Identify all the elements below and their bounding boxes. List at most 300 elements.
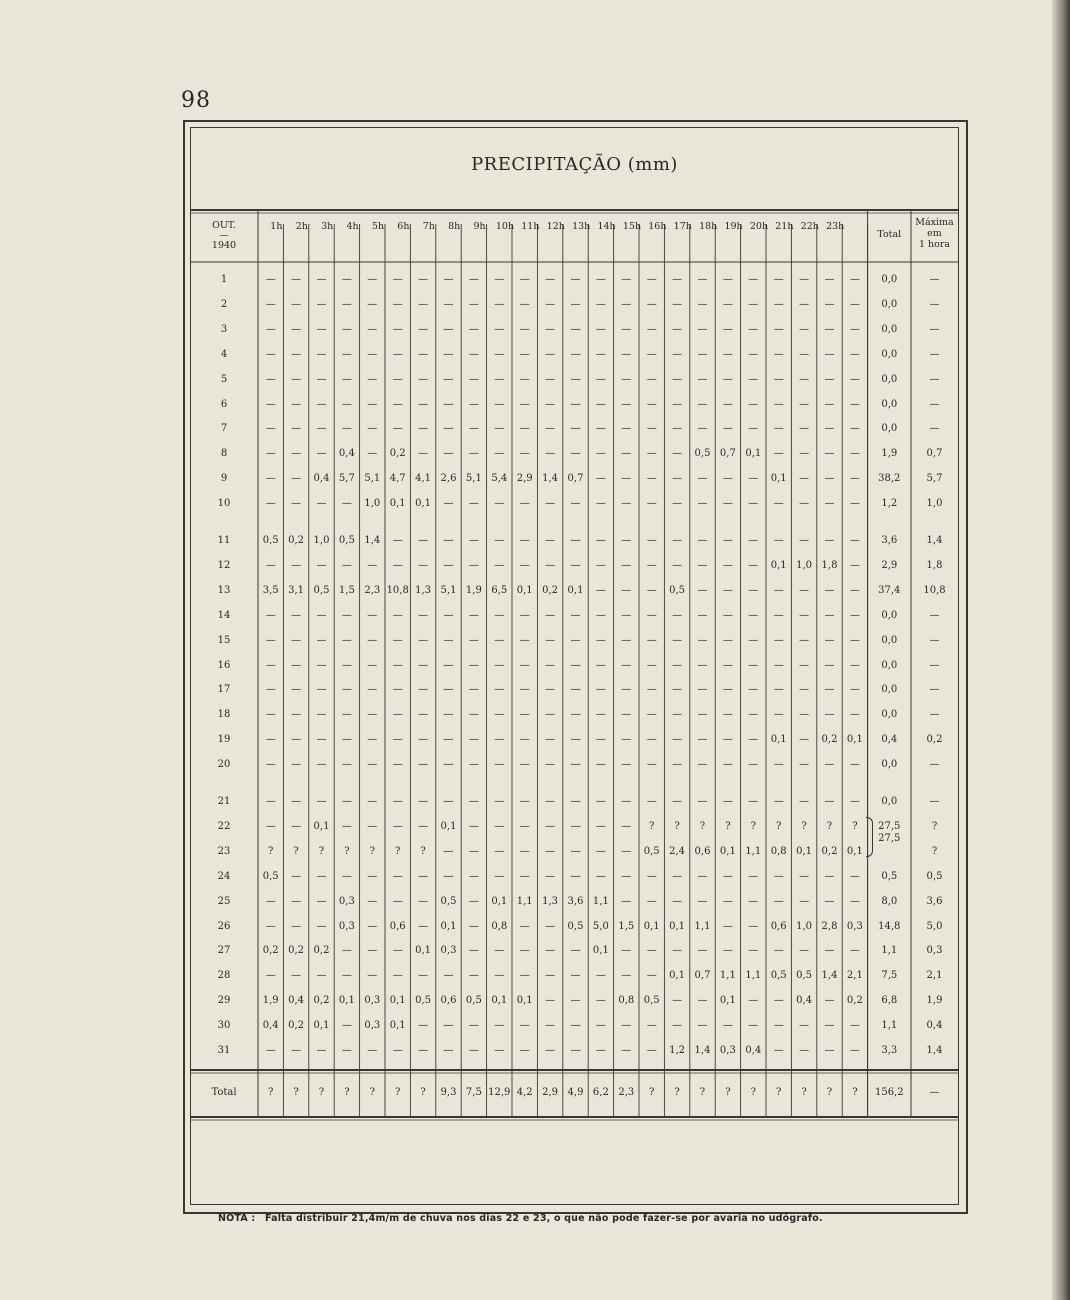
hour-cell: 0,2 (262, 945, 279, 957)
hour-cell: — (773, 684, 784, 696)
hour-cell: — (316, 734, 327, 746)
hour-cell: — (748, 734, 759, 746)
hour-cell: — (824, 398, 835, 410)
hour-cell: — (595, 995, 606, 1007)
hour-cell: 5,1 (465, 473, 482, 485)
hour-cell: — (291, 559, 302, 571)
hour-cell: — (392, 734, 403, 746)
hour-cell: — (494, 945, 505, 957)
hour-cell: — (468, 920, 479, 932)
hour-cell: — (799, 895, 810, 907)
hour-cell: 0,5 (669, 584, 686, 596)
hour-cell: — (646, 274, 657, 285)
row-max-hourly: 5,7 (926, 473, 943, 485)
row-total: 0,0 (881, 796, 898, 807)
hour-cell-last: — (849, 559, 860, 571)
hour-cell: — (545, 945, 556, 957)
hour-cell: — (316, 659, 327, 671)
hour-cell: — (265, 920, 276, 932)
row-day-label: 23 (217, 845, 231, 857)
hour-cell: — (367, 559, 378, 571)
hour-cell: — (519, 734, 530, 746)
hour-cell: — (443, 323, 454, 335)
hour-cell: — (672, 709, 683, 721)
row-day-label: 28 (217, 970, 231, 982)
hour-cell: — (595, 684, 606, 696)
hour-cell: — (595, 348, 606, 360)
hour-cell: — (722, 895, 733, 907)
hour-cell: — (748, 323, 759, 335)
hour-cell: — (367, 895, 378, 907)
hour-cell: — (824, 609, 835, 621)
hour-cell: — (316, 298, 327, 310)
row-total: 0,5 (881, 870, 898, 882)
hour-cell: — (265, 659, 276, 671)
hour-cell: — (672, 796, 683, 807)
hour-cell: — (265, 895, 276, 907)
hour-cell: — (494, 734, 505, 746)
hour-cell: 5,4 (491, 473, 508, 485)
hour-cell: — (418, 535, 429, 546)
hour-cell: 0,1 (389, 498, 406, 510)
hour-cell: — (468, 709, 479, 721)
hour-cell: — (621, 473, 632, 485)
hour-cell: — (392, 870, 403, 882)
hour-cell: — (773, 274, 784, 285)
hour-cell: — (748, 559, 759, 571)
hour-cell: — (316, 373, 327, 385)
row-max-hourly: ? (931, 845, 938, 857)
hour-cell: — (316, 498, 327, 510)
hour-cell: — (646, 634, 657, 646)
hour-cell: — (773, 759, 784, 771)
hour-cell: — (722, 709, 733, 721)
hour-cell: — (799, 498, 810, 510)
hour-cell: — (672, 398, 683, 410)
row-total: 38,2 (878, 473, 901, 485)
hour-cell: — (392, 423, 403, 435)
hour-cell: — (468, 970, 479, 982)
hour-cell: 0,8 (770, 845, 787, 857)
hour-cell: 0,1 (415, 498, 432, 510)
hour-cell: — (341, 659, 352, 671)
hour-cell: — (748, 373, 759, 385)
footnote-text: Falta distribuir 21,4m/m de chuva nos dias 22 e 23, o que não pode fazer-se por avaria no udógrafo. (264, 1213, 823, 1224)
hour-cell: 0,8 (618, 995, 635, 1007)
totals-hour-cell: 7,5 (465, 1086, 482, 1098)
row-day-label: 8 (220, 448, 228, 460)
hour-cell: — (392, 895, 403, 907)
hour-cell: — (418, 709, 429, 721)
hour-cell: — (595, 448, 606, 460)
page-edge-shadow (1052, 0, 1070, 1300)
hour-cell: 0,3 (338, 920, 355, 932)
hour-cell: — (291, 498, 302, 510)
hour-cell: — (316, 684, 327, 696)
hour-cell: — (367, 348, 378, 360)
hour-cell: — (570, 684, 581, 696)
hour-cell: — (316, 398, 327, 410)
hour-cell: 0,2 (288, 535, 305, 546)
hour-cell: 0,4 (313, 473, 330, 485)
hour-cell: — (570, 995, 581, 1007)
hour-cell: — (595, 820, 606, 832)
row-day-label: 17 (217, 684, 231, 696)
hour-cell: — (722, 535, 733, 546)
hour-cell: 1,0 (796, 920, 813, 932)
hour-cell: — (621, 584, 632, 596)
hour-cell: — (418, 634, 429, 646)
hour-cell: — (824, 995, 835, 1007)
row-day-label: 18 (217, 709, 231, 721)
hour-cell: — (748, 796, 759, 807)
hour-cell: 0,3 (440, 945, 457, 957)
hour-cell: — (697, 684, 708, 696)
row-day-label: 11 (217, 535, 231, 546)
hour-cell: — (494, 709, 505, 721)
hour-cell: — (722, 559, 733, 571)
header-total: Total (877, 229, 902, 240)
hour-cell: 0,6 (694, 845, 711, 857)
hour-cell-last: 0,3 (846, 920, 863, 932)
hour-cell: — (291, 448, 302, 460)
hour-cell: — (722, 423, 733, 435)
hour-cell: 5,0 (592, 920, 609, 932)
hour-cell: — (646, 373, 657, 385)
hour-cell-last: — (849, 1020, 860, 1032)
row-max-hourly: 0,4 (926, 1020, 943, 1032)
hour-cell-last: — (849, 659, 860, 671)
hour-cell: — (545, 659, 556, 671)
hour-cell: — (672, 323, 683, 335)
hour-cell: — (595, 298, 606, 310)
hour-cell: — (545, 448, 556, 460)
hour-cell: — (291, 274, 302, 285)
hour-cell: — (621, 820, 632, 832)
hour-cell: — (621, 498, 632, 510)
totals-hour-cell: 4,9 (567, 1086, 584, 1098)
hour-cell: — (468, 398, 479, 410)
hour-cell: 0,5 (643, 845, 660, 857)
hour-cell: — (799, 709, 810, 721)
hour-cell: 0,5 (440, 895, 457, 907)
hour-cell: — (595, 845, 606, 857)
hour-cell: — (595, 759, 606, 771)
hour-cell: — (748, 895, 759, 907)
hour-cell: 1,1 (694, 920, 711, 932)
row-max-hourly: — (929, 323, 940, 335)
hour-cell: — (570, 1045, 581, 1056)
hour-cell: — (570, 659, 581, 671)
hour-cell: — (773, 535, 784, 546)
hour-cell: — (646, 684, 657, 696)
totals-hour-cell: 9,3 (440, 1086, 457, 1098)
hour-cell: — (443, 298, 454, 310)
hour-cell: — (519, 945, 530, 957)
hour-cell: — (672, 535, 683, 546)
hour-cell: — (316, 920, 327, 932)
hour-cell: — (316, 559, 327, 571)
hour-cell: — (672, 473, 683, 485)
header-max-line2: em (927, 228, 942, 239)
hour-cell: — (265, 398, 276, 410)
hour-cell: — (824, 323, 835, 335)
hour-cell: ? (369, 845, 375, 857)
hour-cell: 1,1 (745, 845, 762, 857)
hour-cell: — (367, 709, 378, 721)
hour-cell: 0,3 (364, 1020, 381, 1032)
hour-cell: — (697, 298, 708, 310)
hour-cell: — (545, 498, 556, 510)
row-day-label: 31 (217, 1045, 231, 1056)
hour-cell: — (418, 759, 429, 771)
header-hour-17: 17h (673, 221, 692, 232)
hour-cell: — (265, 448, 276, 460)
hour-cell: — (494, 298, 505, 310)
hour-cell-last: ? (852, 820, 858, 832)
hour-cell: — (392, 535, 403, 546)
hour-cell: — (341, 323, 352, 335)
hour-cell: — (748, 995, 759, 1007)
hour-cell: — (799, 945, 810, 957)
hour-cell: — (519, 1020, 530, 1032)
hour-cell: — (291, 659, 302, 671)
hour-cell: 1,3 (542, 895, 559, 907)
hour-cell: — (748, 920, 759, 932)
hour-cell: — (697, 945, 708, 957)
header-hour-7: 7h (422, 221, 435, 232)
totals-hour-cell: ? (268, 1086, 274, 1098)
hour-cell: — (392, 398, 403, 410)
hour-cell: 2,9 (516, 473, 533, 485)
hour-cell: — (722, 659, 733, 671)
hour-cell: — (570, 348, 581, 360)
hour-cell: — (672, 298, 683, 310)
totals-hour-cell: ? (801, 1086, 807, 1098)
hour-cell: — (545, 684, 556, 696)
hour-cell: — (494, 659, 505, 671)
hour-cell: — (773, 609, 784, 621)
hour-cell: — (621, 684, 632, 696)
row-day-label: 5 (220, 373, 228, 385)
row-max-hourly: 5,0 (926, 920, 943, 932)
hour-cell: 0,3 (364, 995, 381, 1007)
totals-hour-cell: ? (293, 1086, 299, 1098)
hour-cell: — (697, 634, 708, 646)
hour-cell: — (799, 584, 810, 596)
hour-cell: — (545, 348, 556, 360)
hour-cell: — (799, 373, 810, 385)
hour-cell: — (773, 348, 784, 360)
header-hour-22: 22h (800, 221, 819, 232)
totals-hour-cell: 2,3 (618, 1086, 635, 1098)
hour-cell: 6,5 (491, 584, 508, 596)
hour-cell: — (722, 498, 733, 510)
hour-cell: — (494, 845, 505, 857)
hour-cell: 0,1 (770, 559, 787, 571)
hour-cell: — (545, 1045, 556, 1056)
hour-cell: 1,1 (516, 895, 533, 907)
hour-cell: — (341, 709, 352, 721)
hour-cell: — (697, 995, 708, 1007)
totals-hour-cell: ? (395, 1086, 401, 1098)
row-max-hourly: 0,3 (926, 945, 943, 957)
hour-cell: 0,1 (719, 995, 736, 1007)
hour-cell: — (672, 734, 683, 746)
hour-cell: — (646, 870, 657, 882)
hour-cell: 1,4 (364, 535, 381, 546)
hour-cell: — (316, 348, 327, 360)
hour-cell: — (468, 609, 479, 621)
hour-cell: — (824, 423, 835, 435)
hour-cell: — (621, 734, 632, 746)
hour-cell: — (697, 559, 708, 571)
hour-cell: — (291, 734, 302, 746)
hour-cell-last: — (849, 535, 860, 546)
hour-cell: — (418, 870, 429, 882)
hour-cell: — (265, 559, 276, 571)
hour-cell: — (748, 709, 759, 721)
hour-cell: 0,1 (770, 734, 787, 746)
hour-cell: — (621, 609, 632, 621)
hour-cell: — (799, 1020, 810, 1032)
hour-cell: — (519, 423, 530, 435)
hour-cell: — (418, 274, 429, 285)
header-hour-9: 9h (473, 221, 486, 232)
hour-cell: — (367, 870, 378, 882)
header-hour-3: 3h (321, 221, 334, 232)
hour-cell: — (418, 659, 429, 671)
hour-cell-last: — (849, 870, 860, 882)
row-max-hourly: — (929, 373, 940, 385)
header-max-line1: Máxima (915, 217, 954, 228)
hour-cell: — (697, 274, 708, 285)
hour-cell: 3,1 (288, 584, 305, 596)
header-hour-21: 21h (775, 221, 794, 232)
hour-cell: — (341, 1020, 352, 1032)
row-total: 0,0 (881, 323, 898, 335)
hour-cell: 0,7 (567, 473, 584, 485)
row-total: 1,1 (881, 945, 898, 957)
hour-cell: — (545, 274, 556, 285)
hour-cell: — (291, 709, 302, 721)
hour-cell: 0,5 (770, 970, 787, 982)
row-total: 1,1 (881, 1020, 898, 1032)
hour-cell: — (621, 945, 632, 957)
hour-cell: — (545, 1020, 556, 1032)
row-total: 14,8 (878, 920, 901, 932)
hour-cell: — (646, 423, 657, 435)
hour-cell: — (468, 559, 479, 571)
hour-cell: — (672, 759, 683, 771)
row-total: 0,0 (881, 609, 898, 621)
hour-cell: — (773, 945, 784, 957)
hour-cell: — (595, 584, 606, 596)
hour-cell: ? (268, 845, 274, 857)
hour-cell: — (392, 559, 403, 571)
hour-cell: — (468, 945, 479, 957)
hour-cell: ? (318, 845, 325, 857)
hour-cell: 1,0 (364, 498, 381, 510)
hour-cell: — (799, 609, 810, 621)
header-hour-13: 13h (572, 221, 591, 232)
hour-cell: — (621, 348, 632, 360)
hour-cell: — (595, 274, 606, 285)
hour-cell: 0,8 (491, 920, 508, 932)
totals-hour-cell: 12,9 (488, 1086, 511, 1098)
hour-cell: ? (776, 820, 782, 832)
hour-cell: — (621, 870, 632, 882)
hour-cell: — (468, 1045, 479, 1056)
hour-cell: — (799, 659, 810, 671)
hour-cell-last: — (849, 398, 860, 410)
hour-cell: — (799, 274, 810, 285)
hour-cell: ? (750, 820, 756, 832)
hour-cell: 0,5 (796, 970, 813, 982)
hour-cell: — (316, 448, 327, 460)
row-max-hourly: — (929, 709, 940, 721)
hour-cell: — (621, 759, 632, 771)
hour-cell: — (570, 734, 581, 746)
hour-cell: 1,1 (592, 895, 609, 907)
hour-cell: — (291, 398, 302, 410)
row-max-hourly: 0,2 (926, 734, 943, 746)
hour-cell: — (418, 684, 429, 696)
hour-cell: — (595, 398, 606, 410)
hour-cell: — (443, 609, 454, 621)
row-max-hourly: — (929, 398, 940, 410)
hour-cell: — (341, 1045, 352, 1056)
hour-cell: — (646, 535, 657, 546)
row-day-label: 22 (217, 820, 231, 832)
hour-cell: 0,5 (567, 920, 584, 932)
row-max-hourly: 2,1 (926, 970, 943, 982)
hour-cell-last: — (849, 584, 860, 596)
hour-cell: — (418, 970, 429, 982)
hour-cell: — (773, 870, 784, 882)
hour-cell: — (494, 323, 505, 335)
row-total: 7,5 (881, 970, 898, 982)
hour-cell: — (265, 498, 276, 510)
hour-cell: 4,1 (415, 473, 432, 485)
hour-cell: — (646, 709, 657, 721)
hour-cell: — (392, 970, 403, 982)
hour-cell: — (672, 348, 683, 360)
row-max-hourly: — (929, 609, 940, 621)
hour-cell-last: — (849, 945, 860, 957)
row-day-label: 26 (217, 920, 231, 932)
hour-cell: 0,1 (643, 920, 660, 932)
hour-cell: — (722, 348, 733, 360)
hour-cell: 0,1 (389, 995, 406, 1007)
hour-cell: — (494, 970, 505, 982)
hour-cell: 0,7 (694, 970, 711, 982)
hour-cell: — (672, 945, 683, 957)
hour-cell: — (443, 274, 454, 285)
row-max-hourly: 1,9 (926, 995, 943, 1007)
hour-cell: — (545, 535, 556, 546)
hour-cell: — (697, 659, 708, 671)
hour-cell: — (595, 870, 606, 882)
hour-cell: — (748, 398, 759, 410)
hour-cell: — (722, 759, 733, 771)
hour-cell: — (570, 323, 581, 335)
hour-cell: — (824, 274, 835, 285)
hour-cell: 0,6 (440, 995, 457, 1007)
hour-cell: — (824, 584, 835, 596)
hour-cell: — (265, 274, 276, 285)
hour-cell: — (418, 298, 429, 310)
